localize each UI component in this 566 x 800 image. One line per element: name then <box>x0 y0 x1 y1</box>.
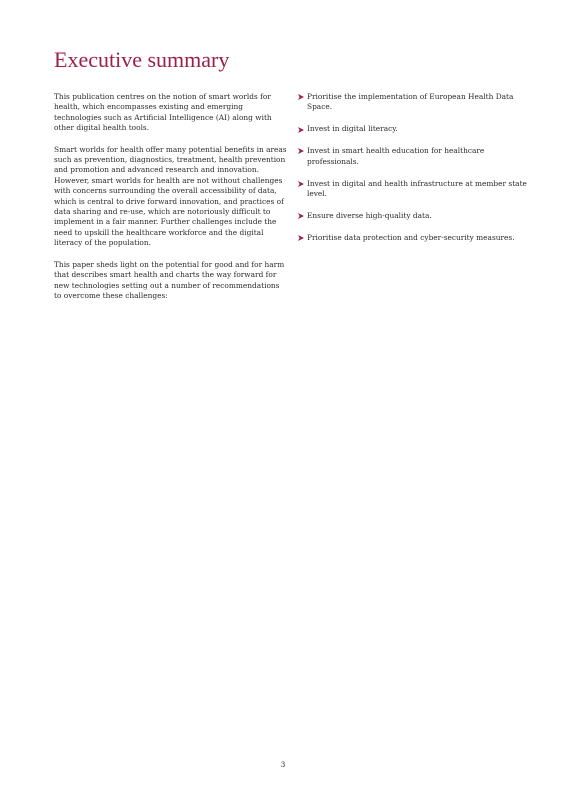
arrow-bullet-icon <box>298 233 307 243</box>
arrow-bullet-icon <box>298 92 307 102</box>
recommendation-item <box>298 211 530 221</box>
recommendation-text: Invest in smart health education for healthcare professionals. <box>307 146 485 166</box>
recommendation-text: Prioritise the implementation of European Health Data Space. <box>307 92 514 112</box>
summary-text-column <box>54 92 288 312</box>
recommendations-list <box>298 92 530 255</box>
summary-paragraph-2: Smart worlds for health offer many potential benefits in areas such as prevention, diagnostics, treatment, health prevention and promotion and advanced research and innovation. However, smart worlds for health are not without challenges with concerns surrounding the overall accessibility of data, which is central to drive forward innovation, and practices of data sharing and re-use, which are notoriously difficult to implement in a fair manner. Further challenges include the need to upskill the healthcare workforce and the digital literacy of the population. <box>54 144 287 248</box>
recommendation-text: Ensure diverse high-quality data. <box>307 210 432 220</box>
recommendation-text: Prioritise data protection and cyber-security measures. <box>307 232 515 242</box>
recommendation-text: Invest in digital literacy. <box>307 124 398 134</box>
arrow-bullet-icon <box>298 179 307 189</box>
recommendation-item <box>298 179 530 200</box>
arrow-bullet-icon <box>298 211 307 221</box>
recommendation-text: Invest in digital and health infrastructure at member state level. <box>307 178 527 198</box>
recommendation-item <box>298 92 530 113</box>
arrow-bullet-icon <box>298 146 307 156</box>
page-title: Executive summary <box>54 47 230 72</box>
recommendation-item <box>298 124 530 134</box>
recommendation-item <box>298 146 530 167</box>
recommendation-item <box>298 233 530 243</box>
page-number: 3 <box>280 760 286 769</box>
arrow-bullet-icon <box>298 124 307 134</box>
summary-paragraph-1: This publication centres on the notion of smart worlds for health, which encompasses existing and emerging technologies such as Artificial Intelligence (AI) along with other digital health tools. <box>54 92 272 133</box>
summary-paragraph-3: This paper sheds light on the potential for good and for harm that describes smart health and charts the way forward for new technologies setting out a number of recommendations to overcome these challenges: <box>54 259 285 300</box>
